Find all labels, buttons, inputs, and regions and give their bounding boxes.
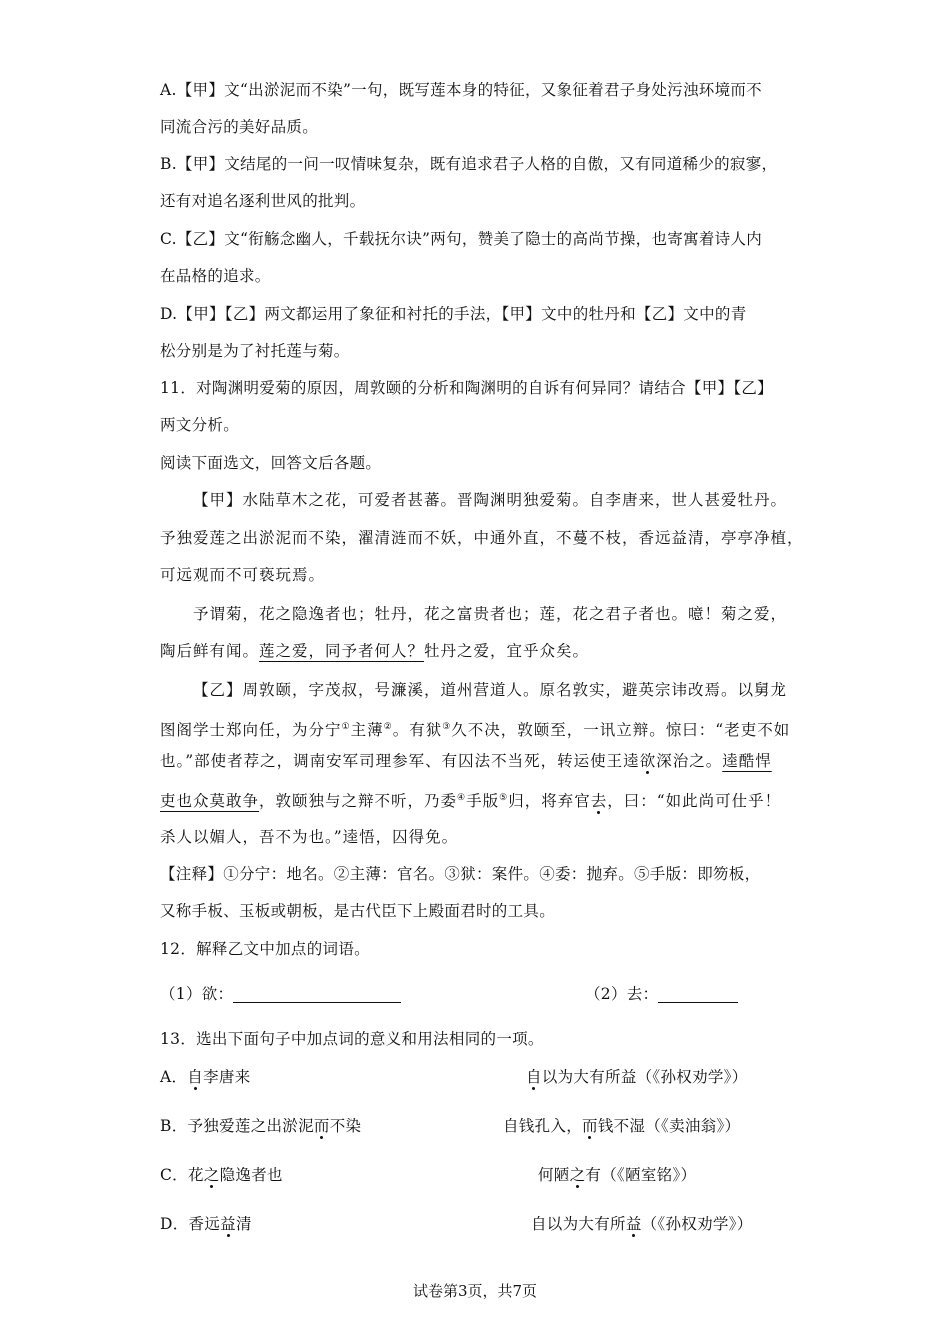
- dotted-word: 益: [220, 1215, 236, 1233]
- dotted-word: 益: [625, 1215, 642, 1233]
- page-footer: 试卷第3页，共7页: [412, 1282, 538, 1300]
- dotted-word: 而: [313, 1117, 330, 1135]
- passage-jia-line5: 陶后鲜有闻。莲之爱，同予者何人？牡丹之爱，宜乎众矣。: [160, 642, 590, 660]
- note-3-mark: ③: [442, 722, 452, 732]
- question-11-line1: 11．对陶渊明爱菊的原因，周敦颐的分析和陶渊明的自诉有何异同？请结合【甲】【乙】: [160, 379, 773, 397]
- notes-line2: 又称手板、玉板或朝板，是古代臣下上殿面君时的工具。: [160, 902, 556, 920]
- option-13a-right: 自以为大有所益（《孙权劝学》）: [526, 1068, 748, 1086]
- question-12-answers: （1）欲： （2）去：: [160, 976, 800, 1013]
- dotted-word-qu: 去: [590, 792, 608, 811]
- option-13c-right: 何陋之有（《陋室铭》）: [538, 1166, 697, 1184]
- answer-blank-2[interactable]: [658, 984, 738, 1003]
- note-4-mark: ④: [457, 793, 467, 803]
- dotted-word: 之: [203, 1166, 220, 1184]
- passage-jia-line1: 【甲】水陆草木之花，可爱者甚蕃。晋陶渊明独爱菊。自李唐来，世人甚爱牡丹。: [193, 491, 788, 509]
- option-c-line1: C.【乙】文“衔觞念幽人，千载抚尔诀”两句，赞美了隐士的高尚节操，也寄寓着诗人内: [160, 230, 763, 248]
- notes-line1: 【注释】①分宁：地名。②主薄：官名。③狱：案件。④委：抛弃。⑤手版：即笏板，: [160, 865, 761, 883]
- question-11-line2: 两文分析。: [160, 416, 240, 434]
- option-13a-left[interactable]: A．自李唐来: [160, 1068, 251, 1086]
- option-13b-left[interactable]: B．予独爱莲之出淤泥而不染: [160, 1117, 362, 1135]
- option-d-line2: 松分别是为了衬托莲与菊。: [160, 342, 350, 360]
- dotted-word: 而: [582, 1117, 598, 1135]
- passage-yi-line4: 吏也众莫敢争，敦颐独与之辩不听，乃委④手版⑤归，将弃官去，曰：“如此尚可仕乎！: [160, 792, 782, 811]
- underlined-sentence-start: 逵酷悍: [722, 752, 772, 770]
- option-a-line1: A.【甲】文“出淤泥而不染”一句，既写莲本身的特征，又象征着君子身处污浊环境而不: [160, 81, 762, 99]
- option-13b-right: 自钱孔入，而钱不湿（《卖油翁》）: [503, 1117, 741, 1135]
- reading-intro: 阅读下面选文，回答文后各题。: [160, 454, 382, 472]
- option-b-line2: 还有对追名逐利世风的批判。: [160, 192, 366, 210]
- option-a-line2: 同流合污的美好品质。: [160, 118, 319, 136]
- note-2-mark: ②: [383, 722, 393, 732]
- dotted-word: 自: [526, 1068, 542, 1086]
- option-13d-left[interactable]: D．香远益清: [160, 1215, 252, 1233]
- passage-yi-line2: 图阁学士郑向任，为分宁①主薄②。有狱③久不决，敦颐至，一讯立辩。惊曰：“老吏不如: [160, 721, 791, 740]
- option-13c-left[interactable]: C．花之隐逸者也: [160, 1166, 283, 1184]
- underlined-sentence-end: 吏也众莫敢争: [160, 792, 260, 811]
- question-13-stem: 13．选出下面句子中加点词的意义和用法相同的一项。: [160, 1030, 544, 1048]
- option-13d-right: 自以为大有所益（《孙权劝学》）: [531, 1215, 753, 1233]
- passage-jia-line3: 可远观而不可亵玩焉。: [160, 566, 326, 584]
- passage-jia-line2: 予独爱莲之出淤泥而不染，濯清涟而不妖，中通外直，不蔓不枝，香远益清，亭亭净植，: [160, 529, 804, 547]
- note-5-mark: ⑤: [499, 793, 509, 803]
- answer-blank-1[interactable]: [233, 984, 401, 1003]
- passage-yi-line5: 杀人以媚人，吾不为也。”逵悟，囚得免。: [160, 828, 459, 846]
- dotted-word-yu: 欲: [639, 752, 657, 770]
- dotted-word: 自: [187, 1068, 204, 1086]
- option-c-line2: 在品格的追求。: [160, 267, 271, 285]
- option-d-line1: D.【甲】【乙】两文都运用了象征和衬托的手法，【甲】文中的牡丹和【乙】文中的青: [160, 305, 747, 323]
- passage-yi-line3: 也。”部使者荐之，调南安军司理参军、有囚法不当死，转运使王逵欲深治之。逵酷悍: [160, 752, 772, 770]
- option-b-line1: B.【甲】文结尾的一问一叹情味复杂，既有追求君子人格的自傲，又有同道稀少的寂寥，: [160, 155, 778, 173]
- underlined-sentence: 莲之爱，同予者何人？: [259, 642, 425, 660]
- question-12-item2: （2）去：: [585, 976, 738, 1013]
- dotted-word: 之: [569, 1166, 586, 1184]
- passage-yi-line1: 【乙】周敦颐，字茂叔，号濂溪，道州营道人。原名敦实，避英宗讳改焉。以舅龙: [193, 681, 788, 699]
- note-1-mark: ①: [341, 722, 351, 732]
- question-12-stem: 12．解释乙文中加点的词语。: [160, 940, 370, 958]
- passage-jia-line4: 予谓菊，花之隐逸者也；牡丹，花之富贵者也；莲，花之君子者也。噫！菊之爱，: [193, 605, 788, 623]
